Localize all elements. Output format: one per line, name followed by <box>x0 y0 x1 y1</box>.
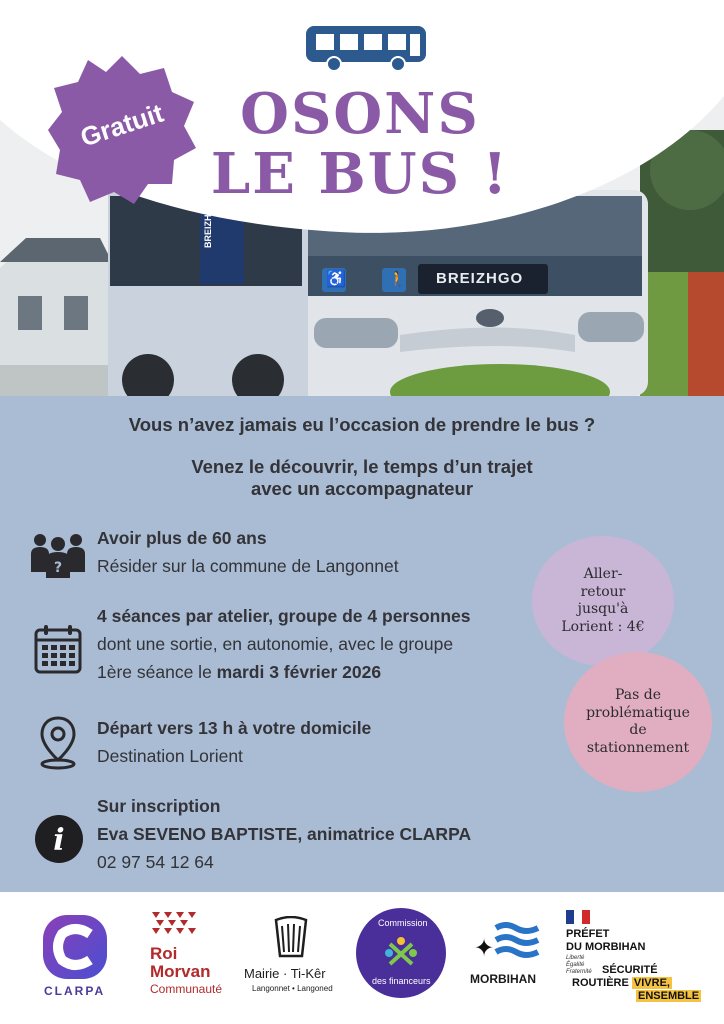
free-badge-label: Gratuit <box>76 97 168 153</box>
title-line1: OSONS <box>240 81 480 147</box>
price-bubble-line4: Lorient : 4€ <box>561 618 645 635</box>
row1-title: Avoir plus de 60 ans <box>97 528 267 548</box>
title-line2: LE BUS ! <box>210 141 510 207</box>
securite-line1: SÉCURITÉ <box>602 964 658 976</box>
clarpa-logo <box>40 912 110 984</box>
parking-bubble-line3: de <box>629 722 647 738</box>
partner-logos <box>0 892 724 1024</box>
securite-line2b: VIVRE, <box>633 977 670 989</box>
svg-text:✦: ✦ <box>474 934 495 962</box>
bus-icon <box>304 24 428 72</box>
parking-bubble <box>564 652 712 792</box>
securite-line3: ENSEMBLE <box>638 990 700 1002</box>
securite-line2 <box>572 977 672 989</box>
price-bubble <box>532 536 674 666</box>
securite-line2a: ROUTIÈRE <box>572 977 629 989</box>
bus-front-brand: BREIZHGO <box>436 270 524 287</box>
info-icon <box>34 814 84 864</box>
intro-question: Vous n’avez jamais eu l’occasion de prendre le bus ? <box>128 414 596 435</box>
prefet-line2: DU MORBIHAN <box>566 941 646 953</box>
bus-side-brand: BREIZHGO <box>203 200 213 248</box>
row2-date: mardi 3 février 2026 <box>216 662 382 682</box>
location-pin-icon <box>36 714 80 770</box>
clarpa-label: CLARPA <box>44 984 106 998</box>
info-section <box>0 396 724 892</box>
row4-contact: Eva SEVENO BAPTISTE, animatrice CLARPA <box>97 824 472 844</box>
calendar-icon <box>34 624 82 674</box>
prefet-line1: PRÉFET <box>566 928 610 940</box>
svg-text:?: ? <box>53 560 63 576</box>
row4-phone: 02 97 54 12 64 <box>97 852 214 872</box>
row3-line1: Destination Lorient <box>97 746 243 766</box>
row2-line1: dont une sortie, en autonomie, avec le groupe <box>97 634 454 654</box>
intro-invite-line1: Venez le découvrir, le temps d’un trajet <box>191 456 533 477</box>
price-bubble-line3: jusqu'à <box>577 601 629 617</box>
row1-line1: Résider sur la commune de Langonnet <box>97 556 399 576</box>
marianne-flag-icon <box>566 910 590 924</box>
wheelchair-icon: ♿ <box>326 271 346 288</box>
group-icon <box>30 532 86 578</box>
mairie-line1: Mairie · Ti-Kêr <box>244 966 326 981</box>
parking-bubble-line4: stationnement <box>586 739 690 756</box>
svg-text:i: i <box>53 823 65 858</box>
morbihan-label: MORBIHAN <box>470 972 536 986</box>
roi-morvan-logo <box>152 912 196 940</box>
intro-invite-line2: avec un accompagnateur <box>250 478 474 499</box>
commission-bottom: des financeurs <box>372 976 431 986</box>
roi-morvan-line2: Morvan <box>150 962 211 981</box>
row3-title: Départ vers 13 h à votre domicile <box>97 718 372 738</box>
pedestrian-icon: 🚶 <box>388 270 407 288</box>
price-bubble-line1: Aller- <box>583 566 623 582</box>
row2-date-line <box>97 662 381 683</box>
parking-bubble-line2: problématique <box>586 704 690 721</box>
commission-emblem-icon <box>384 936 418 970</box>
morbihan-logo <box>472 922 542 966</box>
price-bubble-line2: retour <box>580 583 626 600</box>
row2-date-prefix: 1ère séance le <box>97 662 217 682</box>
prefet-motto1: Liberté <box>566 955 585 961</box>
mairie-line2: Langonnet • Langoned <box>252 984 333 993</box>
row4-title: Sur inscription <box>97 796 221 816</box>
mairie-logo <box>272 916 310 960</box>
prefet-motto2: Égalité <box>566 962 585 968</box>
roi-morvan-line1: Roi <box>150 944 178 963</box>
prefet-motto3: Fraternité <box>566 969 592 975</box>
row2-title: 4 séances par atelier, groupe de 4 personnes <box>97 606 471 626</box>
commission-top: Commission <box>378 918 428 928</box>
roi-morvan-line3: Communauté <box>150 982 223 996</box>
parking-bubble-line1: Pas de <box>614 687 661 703</box>
